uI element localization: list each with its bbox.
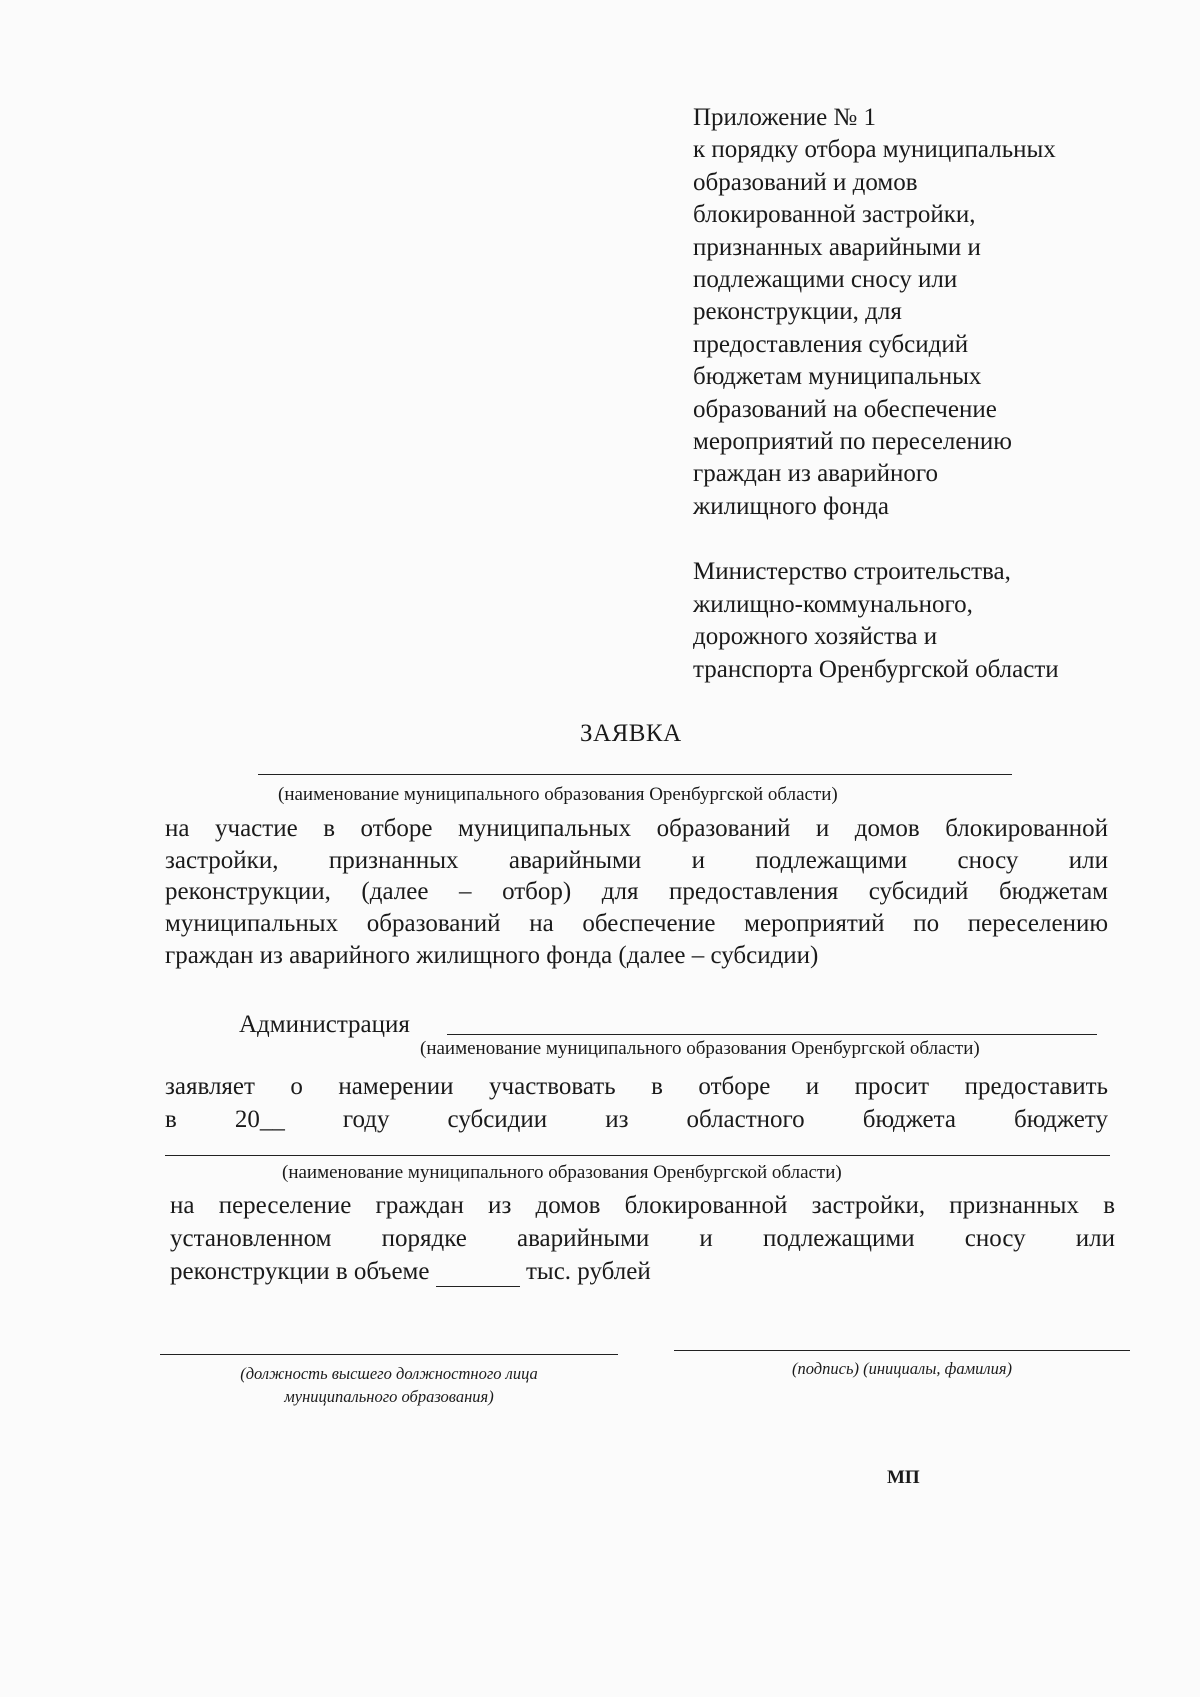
addressee-block <box>693 556 1133 686</box>
municipality-name-field <box>258 774 1012 775</box>
admin-name-field <box>447 1034 1097 1035</box>
signature-field <box>674 1350 1130 1351</box>
para2-word: субсидии <box>447 1106 548 1133</box>
municipality-caption: (наименование муниципального образования Оренбургской области) <box>278 784 838 805</box>
appendix-line: к порядку отбора муниципальных <box>693 136 1056 164</box>
appendix-line: образований и домов <box>693 168 918 196</box>
para3-line: установленном порядке аварийными и подлежащими сносу или <box>170 1225 1115 1252</box>
budget-recipient-caption: (наименование муниципального образования Оренбургской области) <box>282 1162 842 1183</box>
para2-word: из <box>605 1106 629 1133</box>
para1-line: на участие в отборе муниципальных образований и домов блокированной <box>165 815 1108 842</box>
amount-suffix: тыс. рублей <box>525 1258 651 1285</box>
para1-line: муниципальных образований на обеспечение мероприятий по переселению <box>165 910 1108 937</box>
admin-label: Администрация <box>239 1011 410 1038</box>
para2-word: областного <box>686 1106 805 1133</box>
addressee-line: транспорта Оренбургской области <box>693 655 1059 683</box>
appendix-line: предоставления субсидий <box>693 330 969 358</box>
addressee-line: дорожного хозяйства и <box>693 623 938 650</box>
para3-line: на переселение граждан из домов блокированной застройки, признанных в <box>170 1192 1115 1219</box>
para3-line <box>170 1258 651 1287</box>
appendix-line: образований на обеспечение <box>693 395 997 423</box>
para2-word: бюджета <box>862 1106 956 1133</box>
para1-line: застройки, признанных аварийными и подлежащими сносу или <box>165 847 1108 874</box>
appendix-line: реконструкции, для <box>693 298 902 326</box>
amount-field <box>436 1258 520 1287</box>
budget-recipient-field <box>165 1155 1110 1156</box>
para2-word: году <box>342 1106 390 1133</box>
signature-caption: (подпись) (инициалы, фамилия) <box>792 1359 1012 1378</box>
para1-line: граждан из аварийного жилищного фонда (далее – субсидии) <box>165 942 819 969</box>
para2-word: бюджету <box>1013 1106 1108 1133</box>
appendix-line: мероприятий по переселению <box>693 428 1012 456</box>
addressee-line: жилищно-коммунального, <box>693 590 973 618</box>
amount-prefix: реконструкции в объеме <box>170 1258 430 1285</box>
para2-line: заявляет о намерении участвовать в отборе и просит предоставить <box>165 1073 1108 1100</box>
admin-caption: (наименование муниципального образования Оренбургской области) <box>420 1038 980 1059</box>
position-field <box>160 1354 618 1355</box>
appendix-line: жилищного фонда <box>693 492 889 520</box>
year-field: 20__ <box>234 1106 285 1133</box>
position-caption-line: муниципального образования) <box>284 1387 494 1406</box>
appendix-line: бюджетам муниципальных <box>693 363 982 391</box>
appendix-header <box>693 102 1133 523</box>
position-caption-line: (должность высшего должностного лица <box>240 1364 538 1383</box>
position-caption <box>160 1362 618 1408</box>
para2-word: в <box>165 1106 177 1133</box>
appendix-line: признанных аварийными и <box>693 233 981 261</box>
stamp-place-label: МП <box>887 1467 920 1488</box>
appendix-line: блокированной застройки, <box>693 201 976 229</box>
appendix-line: подлежащими сносу или <box>693 266 958 294</box>
para2-line <box>165 1106 1108 1134</box>
appendix-line: граждан из аварийного <box>693 460 939 488</box>
appendix-line: Приложение № 1 <box>693 104 877 131</box>
para1-line: реконструкции, (далее – отбор) для предоставления субсидий бюджетам <box>165 878 1108 905</box>
document-title: ЗАЯВКА <box>580 720 682 747</box>
addressee-line: Министерство строительства, <box>693 558 1011 585</box>
